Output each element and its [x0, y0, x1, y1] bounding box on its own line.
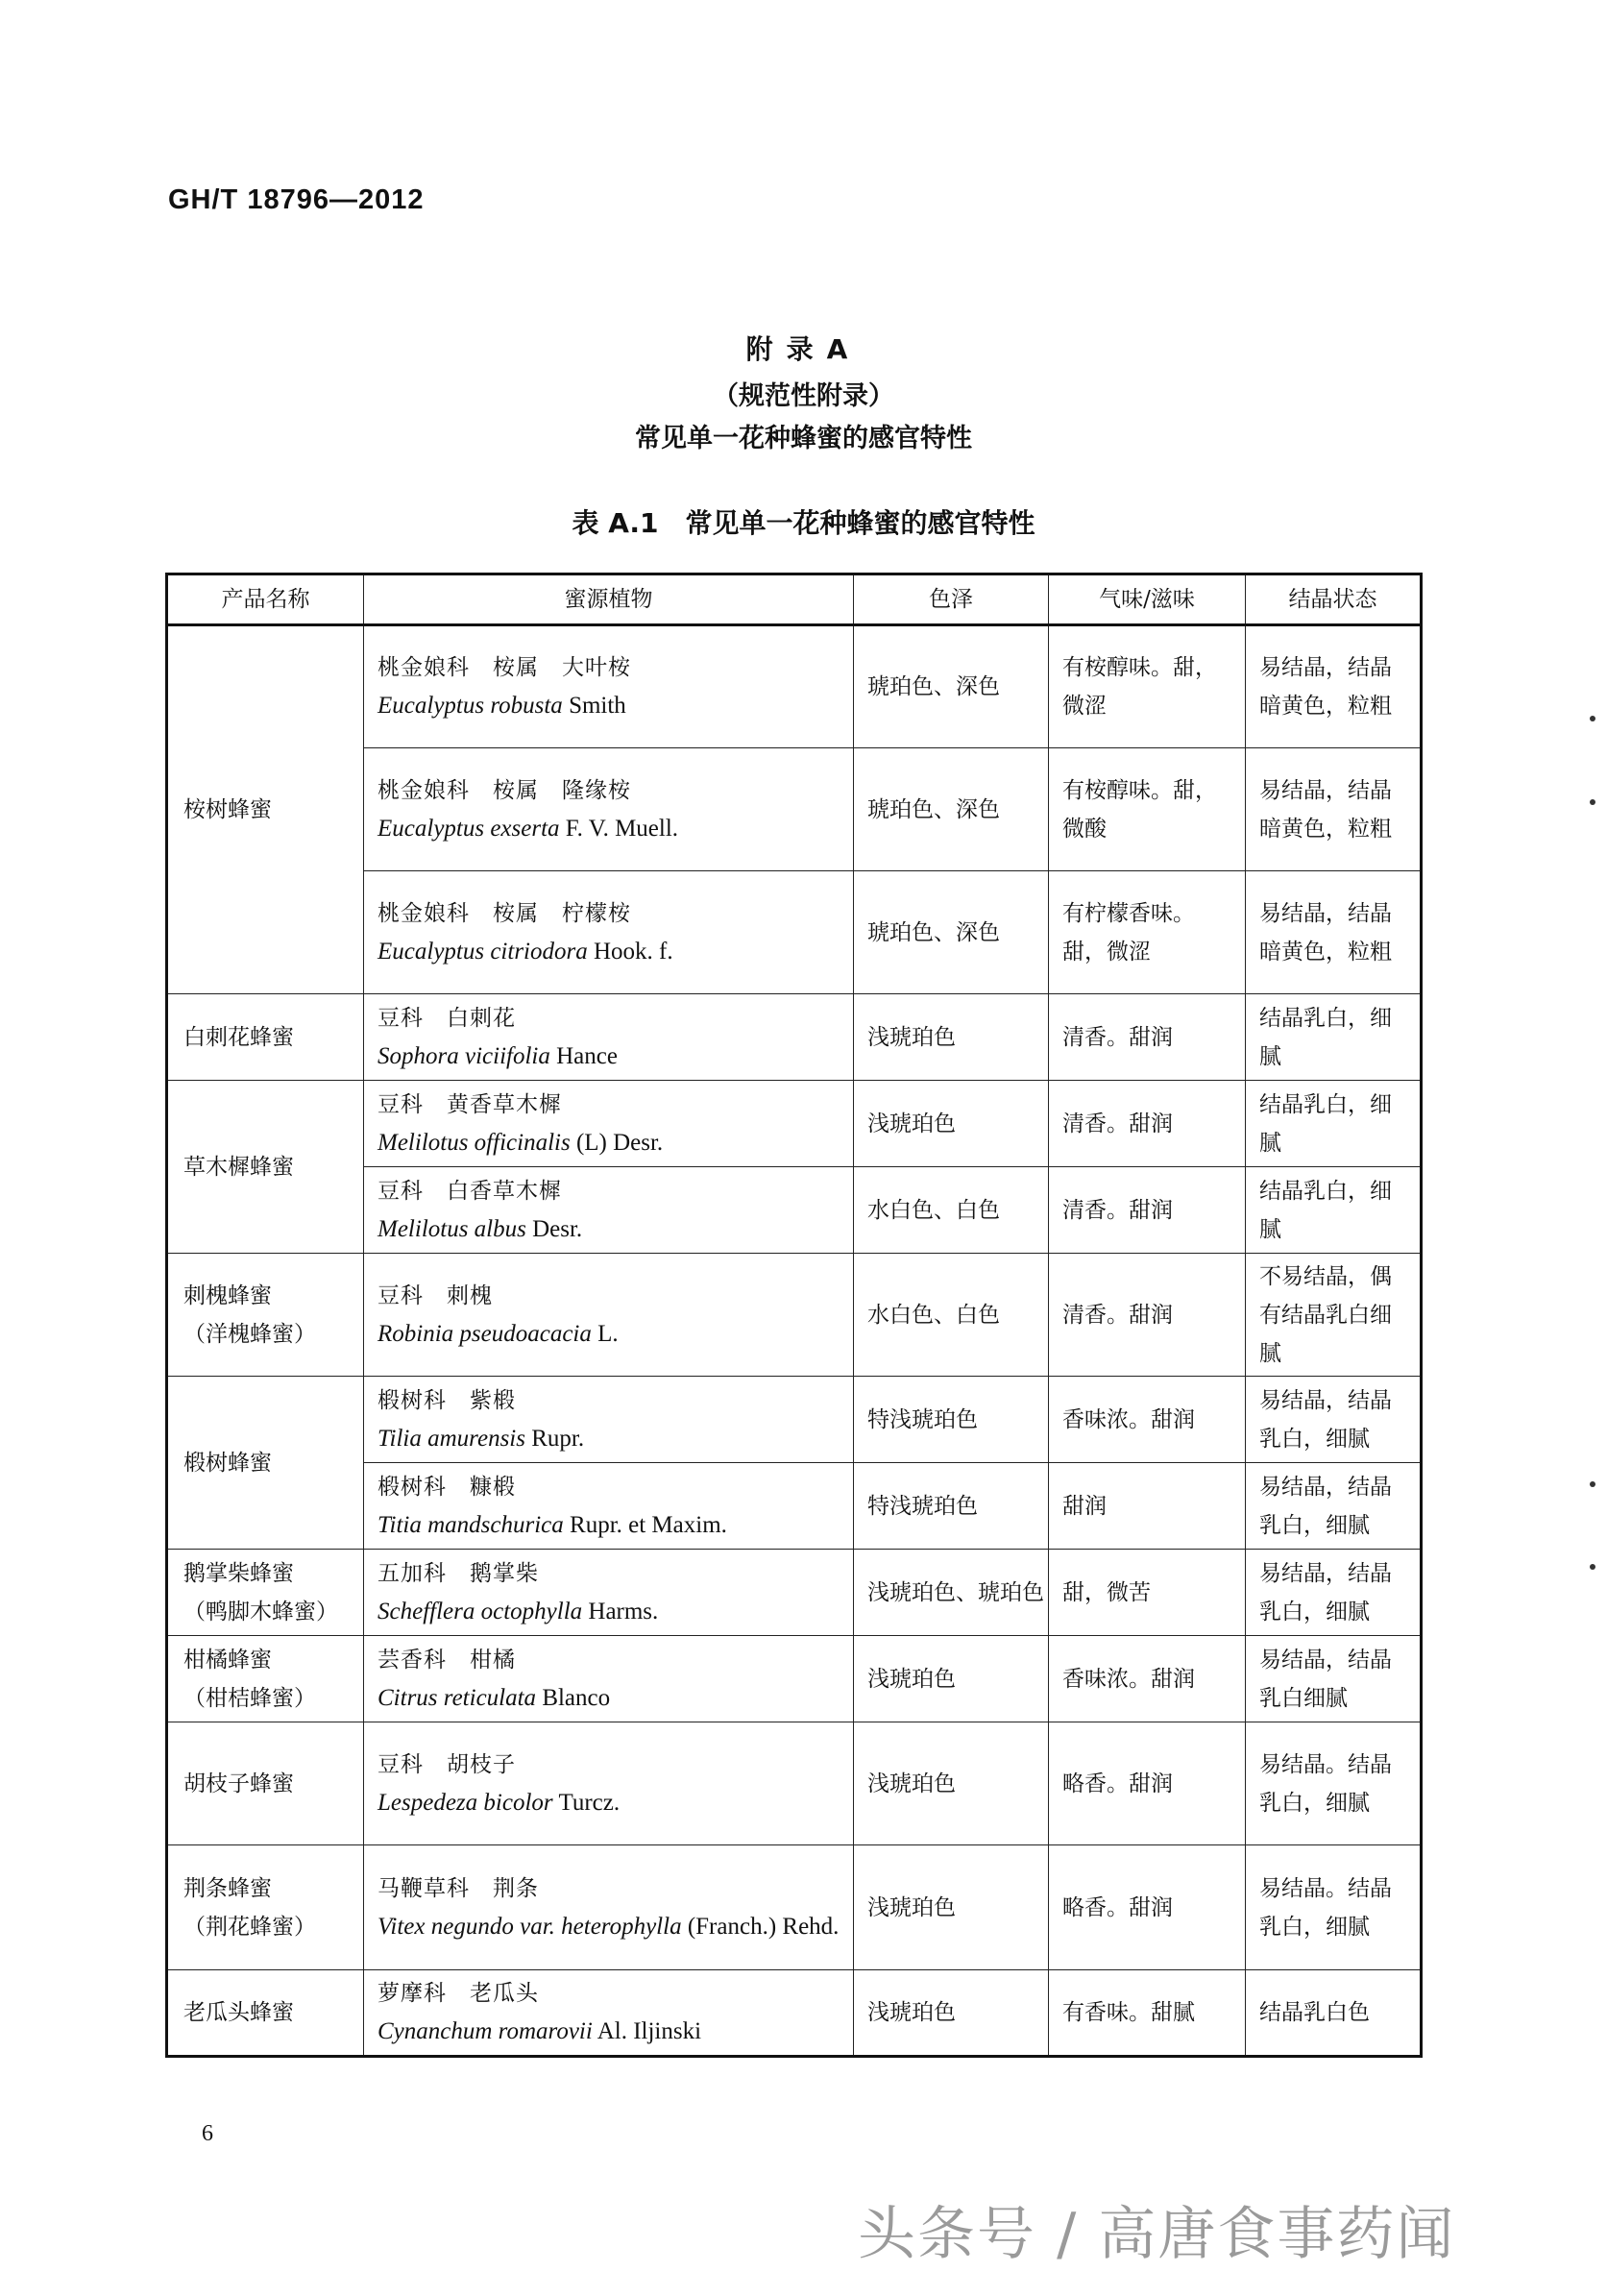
- source-chinese: 豆科 白刺花: [377, 1005, 516, 1031]
- crystallization: 结晶乳白色: [1246, 1970, 1422, 2057]
- latin-author: Rupr. et Maxim.: [570, 1511, 727, 1538]
- honey-characteristics-table: [165, 573, 1423, 2058]
- source-chinese: 豆科 刺槐: [377, 1282, 493, 1308]
- watermark: 头条号 / 高唐食事药闻: [858, 2201, 1456, 2268]
- latin-genus: Lespedeza bicolor: [377, 1789, 553, 1816]
- column-header: 结晶状态: [1246, 574, 1422, 625]
- column-header: 气味/滋味: [1049, 574, 1246, 625]
- nectar-source: [364, 1167, 854, 1254]
- latin-genus: Melilotus albus: [377, 1215, 526, 1242]
- smell-taste: 有香味。甜腻: [1049, 1970, 1246, 2057]
- appendix-title: 附录A: [745, 333, 862, 365]
- source-chinese: 桃金娘科 桉属 柠檬桉: [377, 900, 631, 926]
- source-chinese: 豆科 黄香草木樨: [377, 1091, 562, 1117]
- crystallization: 易结晶。结晶乳白，细腻: [1246, 1722, 1422, 1845]
- scan-speck: [1590, 1564, 1595, 1570]
- table-row: [167, 994, 1422, 1081]
- source-latin: [377, 1038, 852, 1076]
- smell-taste: 有桉醇味。甜，微酸: [1049, 748, 1246, 871]
- product-name: [167, 1636, 364, 1722]
- source-chinese: 马鞭草科 荆条: [377, 1875, 539, 1901]
- source-latin: [377, 1210, 852, 1249]
- latin-author: F. V. Muell.: [565, 815, 679, 842]
- nectar-source: [364, 1377, 854, 1463]
- nectar-source: [364, 994, 854, 1081]
- latin-author: (L) Desr.: [575, 1129, 664, 1156]
- page-number: 6: [202, 2121, 213, 2146]
- column-header: 蜜源植物: [364, 574, 854, 625]
- latin-author: (Franch.) Rehd.: [687, 1913, 840, 1940]
- color: 浅琥珀色: [854, 994, 1049, 1081]
- product-name-alias: （鸭脚木蜂蜜）: [183, 1599, 338, 1624]
- source-latin: [377, 1506, 852, 1545]
- crystallization: 结晶乳白，细腻: [1246, 994, 1422, 1081]
- product-name: 草木樨蜂蜜: [167, 1081, 364, 1254]
- product-name: 白刺花蜂蜜: [167, 994, 364, 1081]
- latin-genus: Titia mandschurica: [377, 1511, 564, 1538]
- normative-label: （规范性附录）: [713, 381, 894, 411]
- color: 水白色、白色: [854, 1167, 1049, 1254]
- product-name-main: 荆条蜂蜜: [183, 1875, 272, 1901]
- color: 特浅琥珀色: [854, 1377, 1049, 1463]
- table-row: [167, 1845, 1422, 1970]
- nectar-source: [364, 1636, 854, 1722]
- color: 琥珀色、深色: [854, 871, 1049, 994]
- nectar-source: [364, 1722, 854, 1845]
- source-chinese: 桃金娘科 桉属 隆缘桉: [377, 777, 631, 803]
- smell-taste: 香味浓。甜润: [1049, 1636, 1246, 1722]
- source-latin: [377, 2013, 852, 2051]
- latin-author: Rupr.: [531, 1425, 585, 1452]
- source-latin: [377, 1124, 852, 1162]
- latin-genus: Cynanchum romarovii: [377, 2018, 593, 2044]
- latin-author: Desr.: [532, 1215, 583, 1242]
- crystallization: 结晶乳白，细腻: [1246, 1081, 1422, 1167]
- source-chinese: 豆科 白香草木樨: [377, 1178, 562, 1204]
- source-chinese: 芸香科 柑橘: [377, 1647, 516, 1673]
- table-row: [167, 1254, 1422, 1377]
- source-latin: [377, 1784, 852, 1822]
- latin-author: Turcz.: [558, 1789, 621, 1816]
- crystallization: 易结晶，结晶乳白细腻: [1246, 1636, 1422, 1722]
- product-name-main: 刺槐蜂蜜: [183, 1282, 272, 1308]
- nectar-source: [364, 1254, 854, 1377]
- crystallization: 易结晶，结晶暗黄色，粒粗: [1246, 871, 1422, 994]
- color: 特浅琥珀色: [854, 1463, 1049, 1550]
- source-chinese: 萝摩科 老瓜头: [377, 1981, 539, 2006]
- nectar-source: [364, 1845, 854, 1970]
- product-name-alias: （荆花蜂蜜）: [183, 1914, 316, 1940]
- latin-genus: Melilotus officinalis: [377, 1129, 571, 1156]
- latin-genus: Tilia amurensis: [377, 1425, 525, 1452]
- crystallization: 易结晶，结晶暗黄色，粒粗: [1246, 625, 1422, 748]
- source-latin: [377, 1315, 852, 1354]
- product-name: 胡枝子蜂蜜: [167, 1722, 364, 1845]
- table-caption: 表 A.1 常见单一花种蜂蜜的感官特性: [572, 507, 1035, 539]
- scan-speck: [1590, 716, 1595, 721]
- latin-genus: Citrus reticulata: [377, 1684, 537, 1711]
- source-latin: [377, 1908, 852, 1946]
- nectar-source: [364, 1970, 854, 2057]
- scan-speck: [1590, 1481, 1595, 1487]
- color: 琥珀色、深色: [854, 625, 1049, 748]
- product-name-main: 柑橘蜂蜜: [183, 1647, 272, 1673]
- color: 浅琥珀色: [854, 1722, 1049, 1845]
- product-name: [167, 1254, 364, 1377]
- crystallization: 易结晶，结晶暗黄色，粒粗: [1246, 748, 1422, 871]
- nectar-source: [364, 871, 854, 994]
- smell-taste: 甜润: [1049, 1463, 1246, 1550]
- source-latin: [377, 1593, 852, 1631]
- table-row: [167, 1636, 1422, 1722]
- color: 浅琥珀色: [854, 1970, 1049, 2057]
- product-name-alias: （洋槐蜂蜜）: [183, 1321, 316, 1347]
- crystallization: 易结晶，结晶乳白，细腻: [1246, 1550, 1422, 1636]
- table-row: [167, 625, 1422, 748]
- table-row: [167, 1081, 1422, 1167]
- smell-taste: 有桉醇味。甜，微涩: [1049, 625, 1246, 748]
- source-chinese: 椴树科 糠椴: [377, 1474, 516, 1500]
- nectar-source: [364, 748, 854, 871]
- color: 浅琥珀色、琥珀色: [854, 1550, 1049, 1636]
- crystallization: 易结晶，结晶乳白，细腻: [1246, 1463, 1422, 1550]
- product-name: 桉树蜂蜜: [167, 625, 364, 994]
- latin-author: Smith: [569, 693, 626, 719]
- smell-taste: 清香。甜润: [1049, 1254, 1246, 1377]
- latin-genus: Eucalyptus citriodora: [377, 938, 588, 965]
- product-name: [167, 1845, 364, 1970]
- smell-taste: 清香。甜润: [1049, 1081, 1246, 1167]
- source-latin: [377, 687, 852, 725]
- nectar-source: [364, 1550, 854, 1636]
- scan-speck: [1590, 799, 1595, 805]
- product-name: 老瓜头蜂蜜: [167, 1970, 364, 2057]
- table-row: [167, 1970, 1422, 2057]
- source-latin: [377, 1420, 852, 1458]
- column-header: 产品名称: [167, 574, 364, 625]
- nectar-source: [364, 1463, 854, 1550]
- document-code: GH/T 18796—2012: [168, 184, 425, 215]
- table-header-row: [167, 574, 1422, 625]
- source-chinese: 椴树科 紫椴: [377, 1387, 516, 1413]
- crystallization: 易结晶。结晶乳白，细腻: [1246, 1845, 1422, 1970]
- latin-author: Al. Iljinski: [597, 2018, 702, 2044]
- color: 水白色、白色: [854, 1254, 1049, 1377]
- smell-taste: 香味浓。甜润: [1049, 1377, 1246, 1463]
- latin-author: Harms.: [588, 1598, 659, 1624]
- latin-genus: Vitex negundo var. heterophylla: [377, 1913, 682, 1940]
- nectar-source: [364, 625, 854, 748]
- product-name: 椴树蜂蜜: [167, 1377, 364, 1550]
- color: 浅琥珀色: [854, 1081, 1049, 1167]
- latin-genus: Eucalyptus exserta: [377, 815, 560, 842]
- smell-taste: 清香。甜润: [1049, 1167, 1246, 1254]
- source-chinese: 桃金娘科 桉属 大叶桉: [377, 655, 631, 680]
- product-name-main: 鹅掌柴蜂蜜: [183, 1560, 294, 1586]
- source-latin: [377, 810, 852, 848]
- product-name-alias: （柑桔蜂蜜）: [183, 1685, 316, 1711]
- smell-taste: 略香。甜润: [1049, 1845, 1246, 1970]
- latin-genus: Robinia pseudoacacia: [377, 1320, 592, 1347]
- source-latin: [377, 933, 852, 971]
- table-row: [167, 1377, 1422, 1463]
- latin-author: Hance: [556, 1042, 618, 1069]
- product-name: [167, 1550, 364, 1636]
- smell-taste: 有柠檬香味。甜，微涩: [1049, 871, 1246, 994]
- nectar-source: [364, 1081, 854, 1167]
- color: 浅琥珀色: [854, 1845, 1049, 1970]
- source-chinese: 五加科 鹅掌柴: [377, 1560, 539, 1586]
- table-row: [167, 1722, 1422, 1845]
- source-chinese: 豆科 胡枝子: [377, 1751, 516, 1777]
- latin-author: L.: [597, 1320, 619, 1347]
- crystallization: 易结晶，结晶乳白，细腻: [1246, 1377, 1422, 1463]
- source-latin: [377, 1679, 852, 1718]
- table-row: [167, 1550, 1422, 1636]
- smell-taste: 清香。甜润: [1049, 994, 1246, 1081]
- crystallization: 不易结晶，偶有结晶乳白细腻: [1246, 1254, 1422, 1377]
- latin-genus: Sophora viciifolia: [377, 1042, 550, 1069]
- latin-author: Blanco: [542, 1684, 611, 1711]
- appendix-subtitle: 常见单一花种蜂蜜的感官特性: [635, 424, 972, 453]
- latin-author: Hook. f.: [593, 938, 673, 965]
- color: 浅琥珀色: [854, 1636, 1049, 1722]
- column-header: 色泽: [854, 574, 1049, 625]
- latin-genus: Schefflera octophylla: [377, 1598, 583, 1624]
- smell-taste: 甜，微苦: [1049, 1550, 1246, 1636]
- color: 琥珀色、深色: [854, 748, 1049, 871]
- crystallization: 结晶乳白，细腻: [1246, 1167, 1422, 1254]
- latin-genus: Eucalyptus robusta: [377, 693, 563, 719]
- smell-taste: 略香。甜润: [1049, 1722, 1246, 1845]
